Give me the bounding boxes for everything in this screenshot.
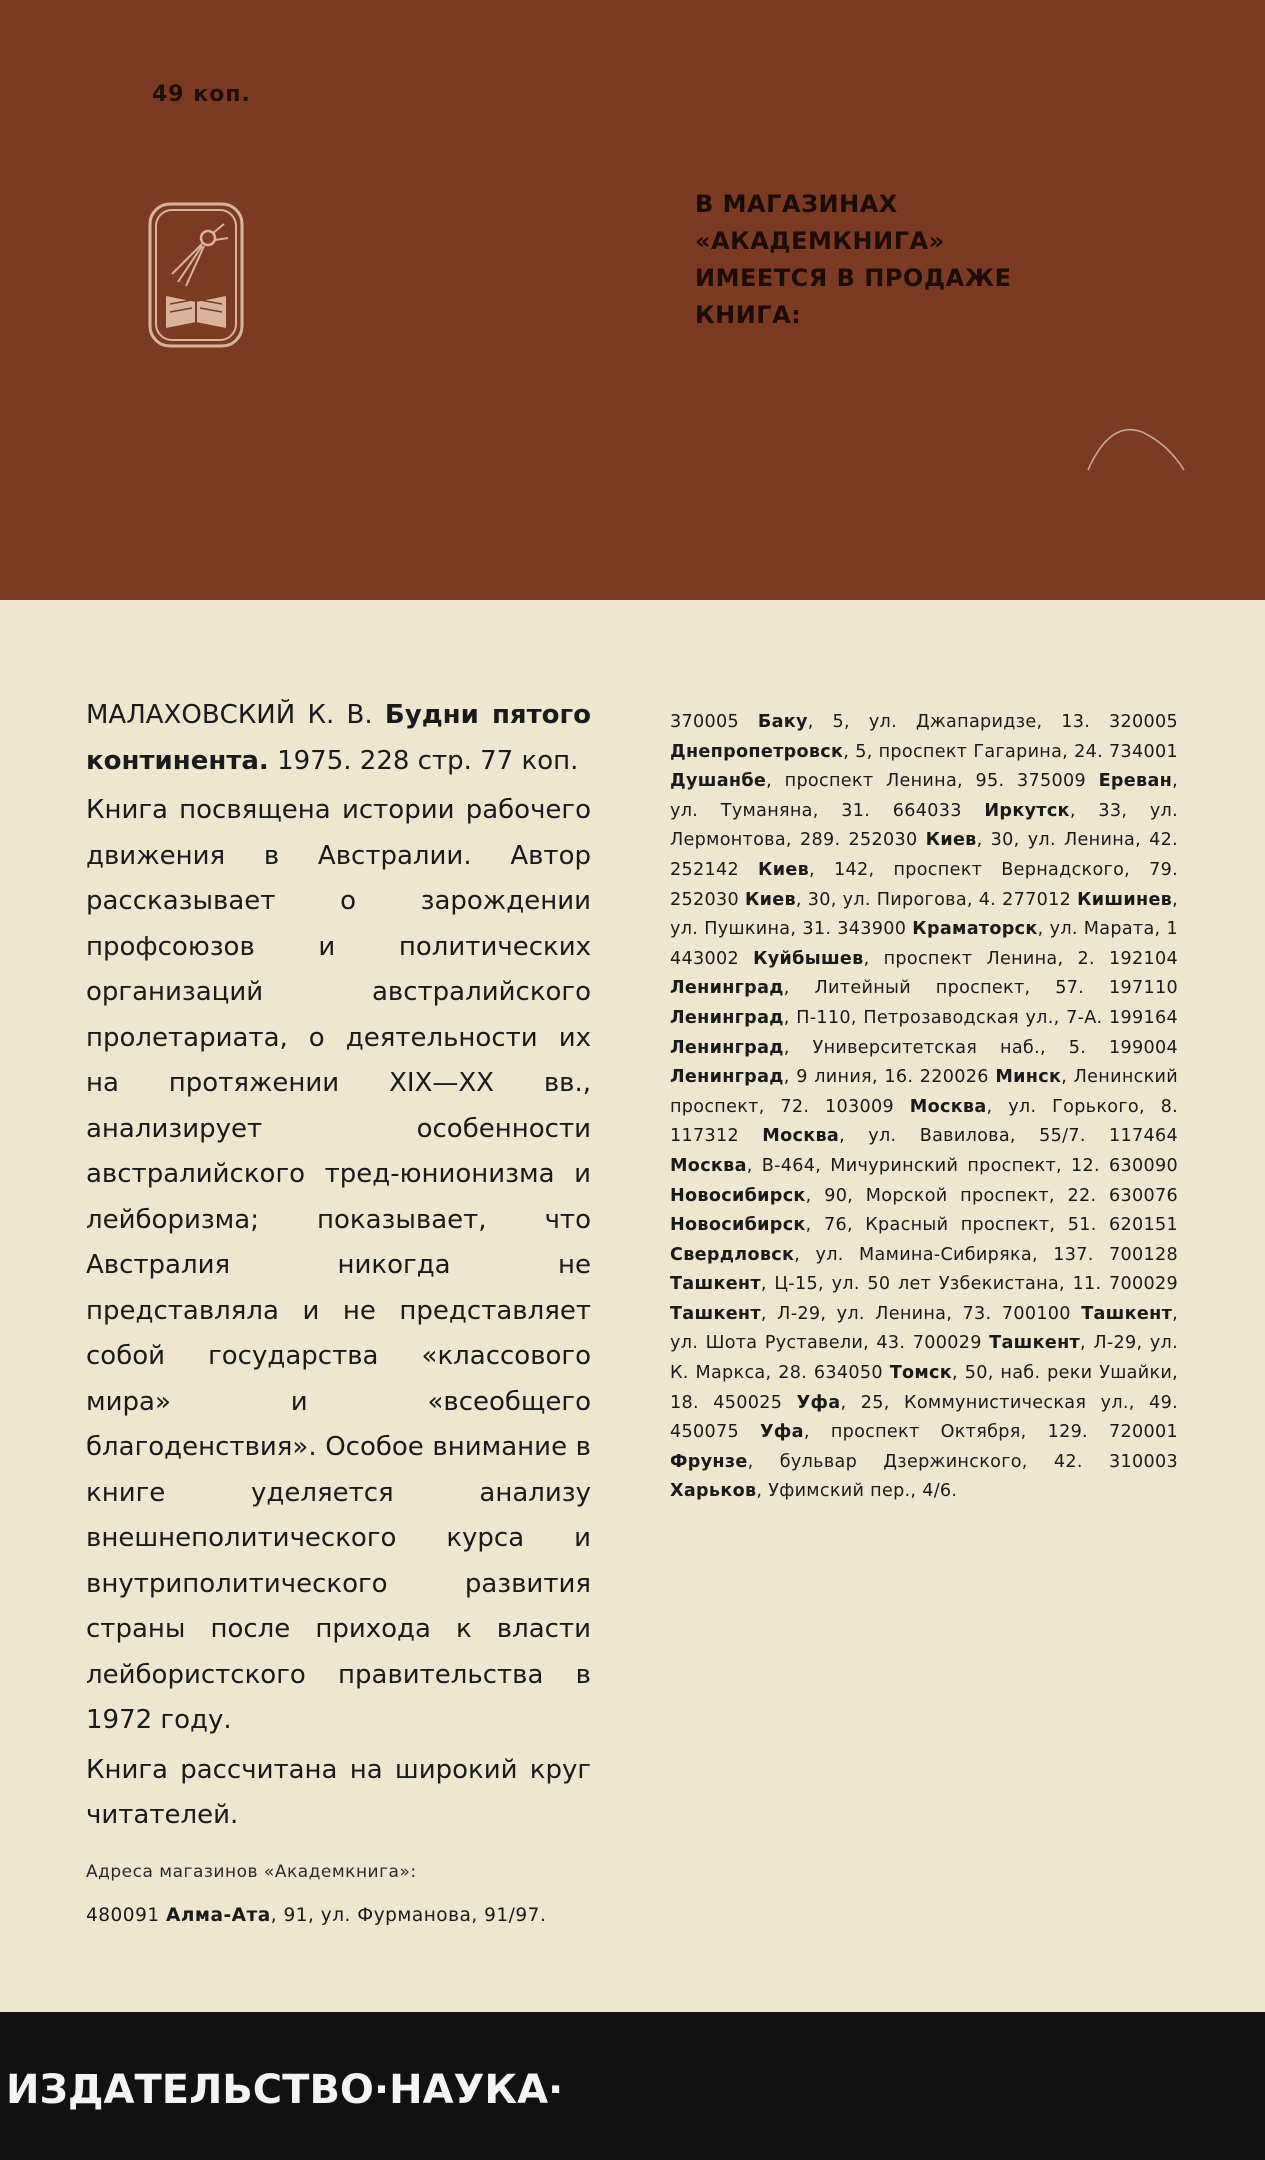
book-author: МАЛАХОВСКИЙ К. В. [86, 700, 373, 730]
address-city: Ташкент [1081, 1303, 1173, 1324]
address-entry: 630090 Новосибирск, 90, Морской проспект, 22. [670, 1155, 1178, 1206]
book-title: Будни пятого континента. [86, 700, 591, 776]
address-entry: 700100 Ташкент, ул. Шота Руставели, 43. [670, 1303, 1178, 1354]
address-entry: 700128 Ташкент, Ц-15, ул. 50 лет Узбекистана, 11. [670, 1244, 1179, 1295]
address-entry: 700029 Ташкент, Л-29, ул. К. Маркса, 28. [670, 1333, 1178, 1384]
address-entry: 252142 Киев, 142, проспект Вернадского, 79. [670, 859, 1178, 880]
address-entry: 310003 Харьков, Уфимский пер., 4/6. [670, 1451, 1178, 1502]
address-city: Ленинград [670, 1037, 784, 1058]
address-city: Харьков [670, 1481, 757, 1502]
book-description [86, 693, 591, 1931]
address-entry: 192104 Ленинград, Литейный проспект, 57. [670, 948, 1178, 999]
address-city: Краматорск [912, 919, 1038, 940]
address-entry: 443002 Куйбышев, проспект Ленина, 2. [670, 948, 1095, 969]
address-city: Иркутск [984, 800, 1070, 821]
address-city: Уфа [760, 1422, 804, 1443]
address-city: Москва [670, 1155, 747, 1176]
address-entry: 343900 Краматорск, ул. Марата, 1 [831, 919, 1178, 940]
address-city: Кишинев [1077, 889, 1173, 910]
address-city: Ленинград [670, 1007, 784, 1028]
address-city: Новосибирск [670, 1185, 806, 1206]
book-entry [86, 693, 591, 784]
address-entry: 620151 Свердловск, ул. Мамина-Сибиряка, 137. [670, 1215, 1178, 1265]
address-entry: 634050 Томск, 50, наб. реки Ушайки, 18. [670, 1363, 1179, 1413]
address-entry: 199004 Ленинград, 9 линия, 16. [670, 1037, 1179, 1088]
address-entry: 197110 Ленинград, П-110, Петрозаводская ул., 7-А. [670, 978, 1179, 1028]
address-city: Фрунзе [670, 1451, 748, 1472]
address-city: Киев [925, 830, 977, 851]
address-city: Днепропетровск [670, 741, 844, 762]
promo-line: «АКАДЕМКНИГА» [695, 227, 945, 255]
decorative-curve-icon [1080, 410, 1190, 480]
book-details: 1975. 228 стр. 77 коп. [277, 745, 579, 776]
address-entry: 103009 Москва, ул. Горького, 8. [809, 1096, 1178, 1117]
address-city: Новосибирск [670, 1215, 806, 1236]
address-entry: 664033 Иркутск, 33, ул. Лермонтова, 289. [670, 800, 1178, 851]
address-entry: 450075 Уфа, проспект Октября, 129. [670, 1422, 1088, 1443]
address-entry: 199164 Ленинград, Университетская наб., 5. [670, 1007, 1178, 1058]
address-entry: 117312 Москва, ул. Вавилова, 55/7. [670, 1126, 1086, 1147]
address-entry: 277012 Кишинев, ул. Пушкина, 31. [670, 889, 1179, 940]
address-entry: 320005 Днепропетровск, 5, проспект Гагарина, 24. [670, 712, 1178, 762]
address-city: Ленинград [670, 1067, 784, 1088]
address-city: Ереван [1098, 771, 1173, 792]
address-list [670, 708, 1178, 1507]
address-entry: 117464 Москва, В-464, Мичуринский проспект, 12. [670, 1126, 1179, 1176]
promo-line: ИМЕЕТСЯ В ПРОДАЖЕ [695, 264, 1012, 292]
address-entry: 252030 Киев, 30, ул. Пирогова, 4. [670, 889, 997, 910]
address-entry: 700029 Ташкент, Л-29, ул. Ленина, 73. [670, 1274, 1178, 1324]
address-city: Ташкент [989, 1333, 1081, 1354]
promo-text [695, 186, 1115, 334]
book-audience: Книга рассчитана на широкий круг читателей. [86, 1754, 591, 1830]
address-entry: 480091 Алма-Ата, 91, ул. Фурманова, 91/97. [86, 1904, 547, 1926]
address-city: Свердловск [670, 1244, 795, 1265]
address-entry: 450025 Уфа, 25, Коммунистическая ул., 49. [698, 1392, 1178, 1413]
address-city: Киев [744, 889, 796, 910]
address-city: Ташкент [670, 1303, 761, 1324]
address-entry: 375009 Ереван, ул. Туманяна, 31. [670, 771, 1178, 821]
address-city: Киев [758, 859, 810, 880]
address-entry: 720001 Фрунзе, бульвар Дзержинского, 42. [670, 1422, 1178, 1472]
address-city: Томск [889, 1363, 953, 1384]
promo-line: В МАГАЗИНАХ [695, 190, 898, 218]
address-entry: 630076 Новосибирск, 76, Красный проспект, 51. [670, 1185, 1178, 1236]
address-city: Ташкент [670, 1274, 761, 1295]
address-city: Ленинград [670, 978, 784, 999]
address-city: Москва [762, 1126, 840, 1147]
address-city: Минск [995, 1067, 1062, 1088]
book-annotation: Книга посвящена истории рабочего движения в Австралии. Автор рассказывает о зарождении профсоюзов и политических организаций австралийского пролетариата, о деятельности их на протяжении XIX—XX вв., анализирует особенности австралийского тред-юнионизма и лейборизма; показывает, что Австралия никогда не представляла и не представляет собой государства «классового мира» и «всеобщего благоденствия». Особое внимание в книге уделяется анализу внешнеполитического курса и внутриполитического развития страны после прихода к власти лейбористского правительства в 1972 году. [86, 795, 591, 1735]
addresses-heading: Адреса магазинов «Академкнига»: [86, 1861, 417, 1882]
address-entry: 252030 Киев, 30, ул. Ленина, 42. [840, 830, 1179, 851]
address-city: Душанбе [670, 771, 767, 792]
address-city: Алма-Ата [166, 1904, 271, 1926]
academy-emblem-icon [146, 200, 246, 350]
address-entry: 370005 Баку, 5, ул. Джапаридзе, 13. [670, 712, 1091, 732]
address-entry: 734001 Душанбе, проспект Ленина, 95. [670, 741, 1178, 792]
address-entry: 220026 Минск, Ленинский проспект, 72. [670, 1067, 1179, 1117]
address-city: Куйбышев [753, 948, 864, 969]
promo-line: КНИГА: [695, 301, 802, 329]
address-city: Москва [909, 1096, 987, 1117]
price-label: 49 коп. [152, 82, 251, 107]
publisher-name: ИЗДАТЕЛЬСТВО·НАУКА· [6, 2067, 564, 2113]
address-city: Уфа [796, 1392, 841, 1413]
address-city: Баку [757, 712, 808, 732]
